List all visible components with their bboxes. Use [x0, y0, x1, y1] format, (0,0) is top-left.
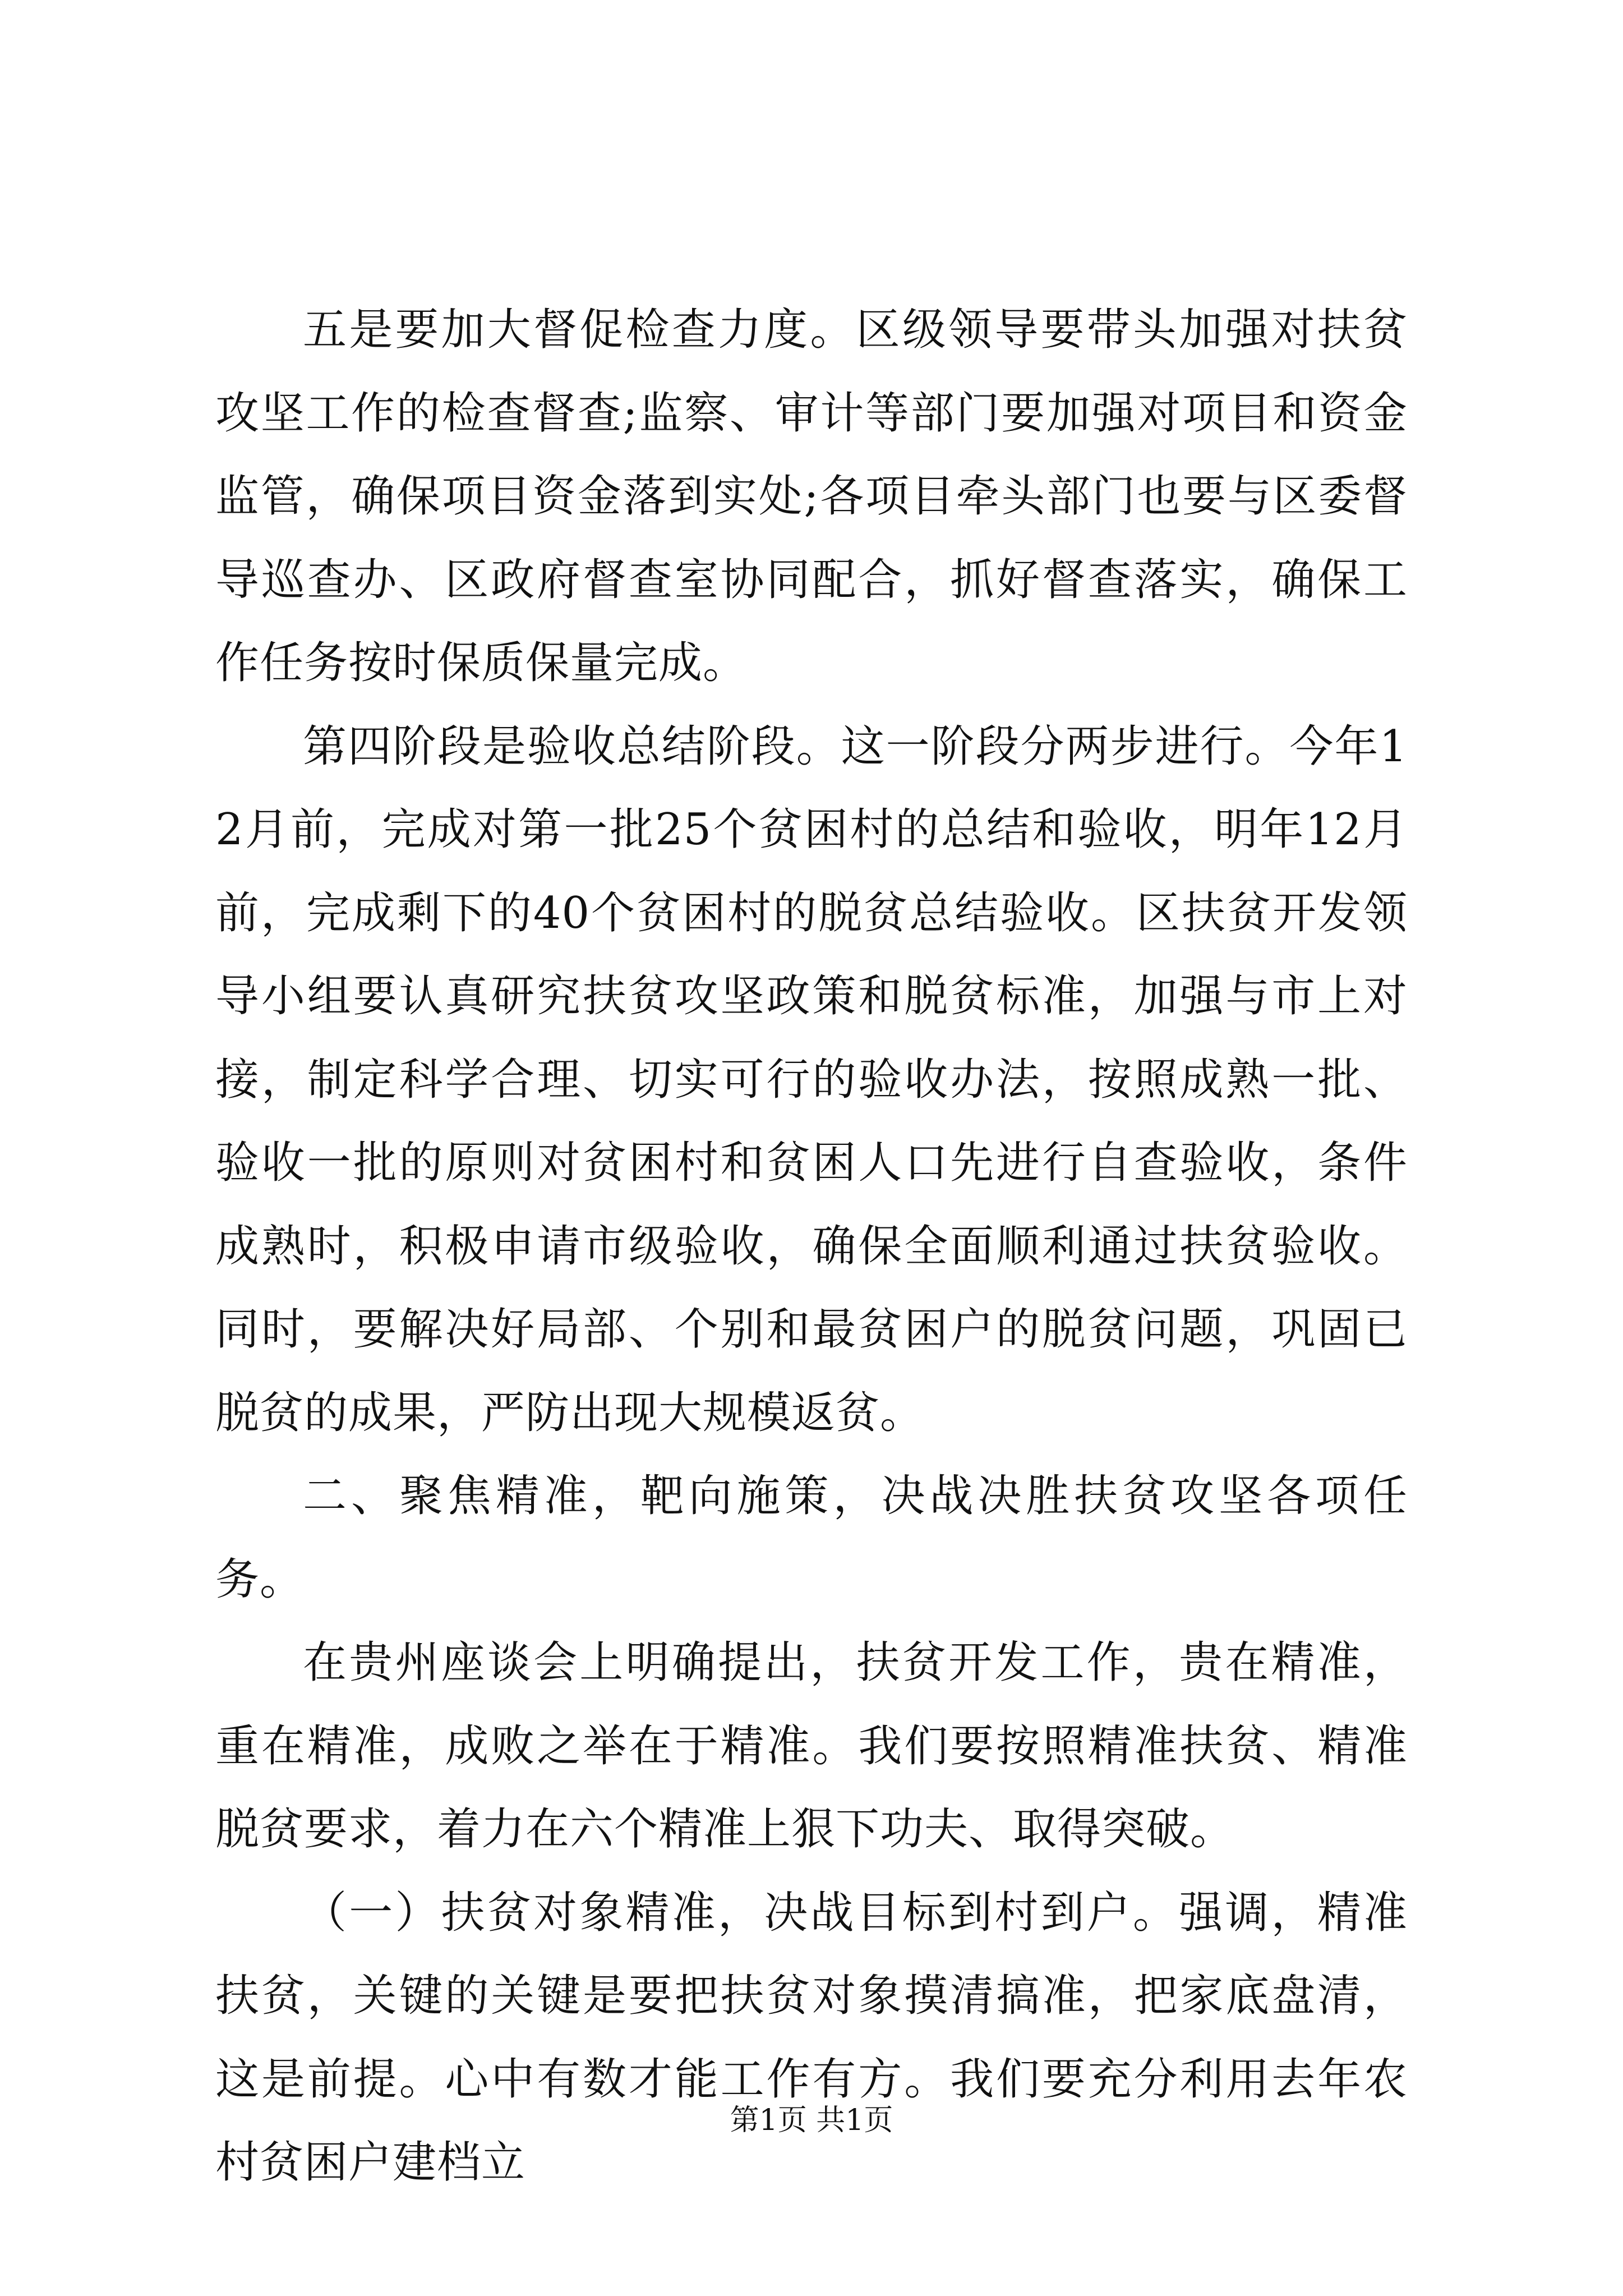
paragraph-target-precision: （一）扶贫对象精准，决战目标到村到户。强调，精准扶贫，关键的关键是要把扶贫对象摸清搞准，把家底盘清，这是前提。心中有数才能工作有方。我们要充分利用去年农村贫困户建档立 — [215, 1887, 1408, 2188]
paragraph-section-two-heading: 二、聚焦精准，靶向施策，决战决胜扶贫攻坚各项任务。 — [215, 1471, 1408, 1605]
page-number-footer: 第1页 共1页 — [730, 2104, 893, 2137]
document-body — [215, 288, 1408, 2205]
paragraph-supervision: 五是要加大督促检查力度。区级领导要带头加强对扶贫攻坚工作的检查督查;监察、审计等部门要加强对项目和资金监管，确保项目资金落到实处;各项目牵头部门也要与区委督导巡查办、区政府督查室协同配合，抓好督查落实，确保工作任务按时保质保量完成。 — [215, 305, 1408, 688]
paragraph-stage-four: 第四阶段是验收总结阶段。这一阶段分两步进行。今年12月前，完成对第一批25个贫困村的总结和验收，明年12月前，完成剩下的40个贫困村的脱贫总结验收。区扶贫开发领导小组要认真研究扶贫攻坚政策和脱贫标准，加强与市上对接，制定科学合理、切实可行的验收办法，按照成熟一批、验收一批的原则对贫困村和贫困人口先进行自查验收，条件成熟时，积极申请市级验收，确保全面顺利通过扶贫验收。同时，要解决好局部、个别和最贫困户的脱贫问题，巩固已脱贫的成果，严防出现大规模返贫。 — [215, 721, 1408, 1438]
paragraph-precision: 在贵州座谈会上明确提出，扶贫开发工作，贵在精准，重在精准，成败之举在于精准。我们要按照精准扶贫、精准脱贫要求，着力在六个精准上狠下功夫、取得突破。 — [215, 1637, 1408, 1855]
